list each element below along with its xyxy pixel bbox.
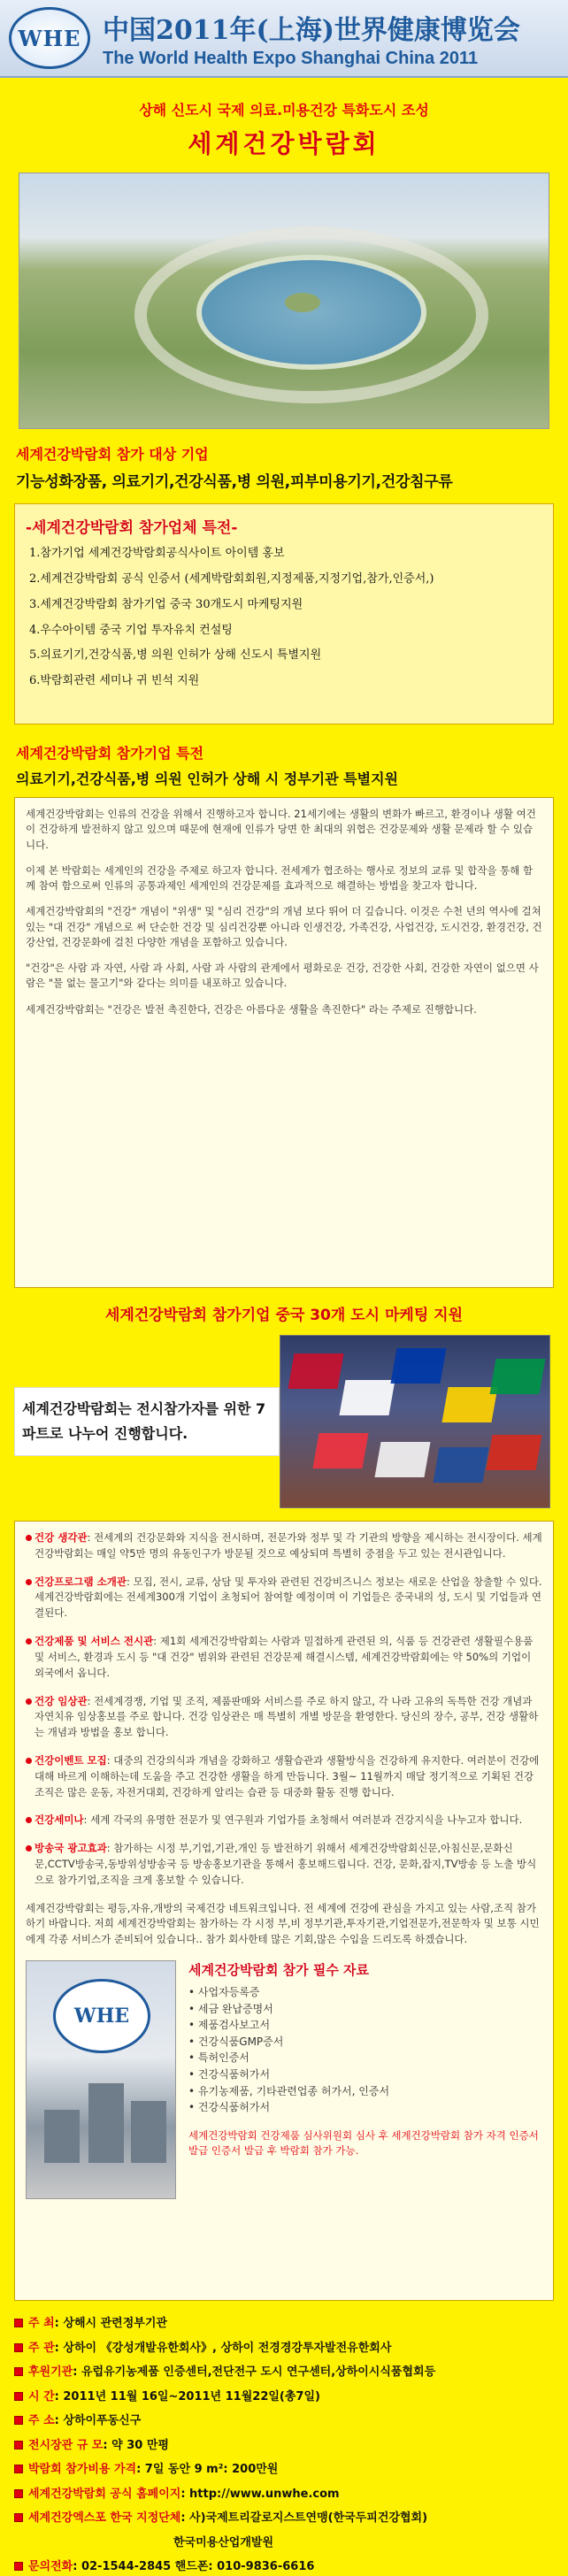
hero-subtitle: 상해 신도시 국제 의료.미용건강 특화도시 조성	[139, 102, 429, 119]
features-title: -세계건강박람회 참가업체 특전-	[26, 519, 238, 537]
whe-logo	[9, 7, 90, 69]
info-row	[14, 2340, 554, 2358]
info-row	[14, 2364, 554, 2381]
event-info-list	[14, 2315, 554, 2576]
logo-text: WHE	[18, 25, 81, 51]
section-text: : 전세계경쟁, 기업 및 조직, 제품판매와 서비스를 주로 하지 않고, 각 나라 고유의 독특한 건강 개념과 자연치유 임상홍보를 주로 합니다. 건강 임상관은 매 특별히 개별 방문을 환영한다. 당신의 장수, 공부, 건강 생활하는 개념과 방법을 홍보 합니다.	[35, 1694, 539, 1739]
banner-titles	[103, 8, 520, 69]
closing-text: 세계건강박람회는 평등,자유,개방의 국제건강 네트워크입니다. 전 세계에 건강에 관심을 가지고 있는 사람,조직 참가하기 바랍니다. 저희 세계건강박람회는 참가하는 각 시정 부,비 정부기관,투자기관,기업전문가,전문학자 및 보통 시민에게 각종 서비스가 준비되어 있습니다.. 참가 회사한테 많은 기회,많은 수입을 드리도록 하겠습니다.	[26, 1901, 540, 1946]
section-text: : 제1회 세계건강박람회는 사람과 밀접하게 관련된 의, 식품 등 건강관련 생활필수용품 및 서비스, 환경과 도시 등 "대 건강" 범위와 관련된 건강문제 해결시스템, 세계건강박람회에는 약 50%의 기업이 외국에서 옵니다.	[35, 1635, 533, 1679]
info-row	[14, 2315, 554, 2333]
section-text: : 세계 각국의 유명한 전문가 및 연구원과 기업가를 초청해서 여러분과 건강지식을 나누고자 합니다.	[83, 1813, 523, 1827]
square-bullet-icon	[14, 2367, 23, 2376]
requirement-item: • 건강식품허가서	[188, 2066, 542, 2083]
info-label: 후원기관	[28, 2365, 73, 2379]
building-shape	[131, 2101, 166, 2163]
info-row	[14, 2412, 554, 2430]
building-shape	[88, 2083, 124, 2163]
flag-shape	[489, 1359, 545, 1394]
feature-item: 2.세계건강박람회 공식 인증서 (세계박람회회원,지정제품,지정기업,참가,인증서,)	[29, 571, 434, 586]
section-key: 건강프로그램 소개관	[35, 1575, 127, 1588]
info-value: : 상하이푸동신구	[54, 2414, 142, 2427]
info-value: : 7일 동안 9 m²: 200만원	[136, 2463, 279, 2476]
info-row	[14, 2461, 554, 2479]
flag-shape	[288, 1353, 343, 1389]
requirement-item: • 세금 완납증명서	[188, 2001, 542, 2018]
square-bullet-icon	[14, 2465, 23, 2473]
square-bullet-icon	[14, 2562, 23, 2571]
square-bullet-icon	[14, 2319, 23, 2327]
info-value: 한국미용산업개발원	[173, 2535, 274, 2549]
info-label: 문의전화	[28, 2560, 73, 2573]
perks-line: 의료기기,건강식품,병 의원 인허가 상해 시 정부기관 특별지원	[16, 770, 398, 787]
bullet-dot-icon	[26, 1535, 32, 1541]
requirement-item: • 건강식품GMP증서	[188, 2034, 542, 2051]
intro-paragraph: 세계건강박람회는 "건강은 발전 촉진한다, 건강은 아름다운 생활을 촉진한다" 라는 주제로 진행합니다.	[26, 1002, 477, 1016]
intro-paragraph: 세계건강박람회는 인류의 건강을 위해서 진행하고자 합니다. 21세기에는 생활의 변화가 빠르고, 환경이나 생활 여건이 건강하게 발전하지 않고 있으며 때문에 현재에 인류가 당면 한 최대의 위협은 건강문제와 생활 문제라 할 수 있습니다.	[26, 808, 536, 851]
section-text: : 참가하는 시정 부,기업,기관,개인 등 발전하기 위해서 세계건강박람회신문,아침신문,문화신문,CCTV방송국,동방위성방송국 등 방송홍보기관을 통해서 홍보해드립니다. 건강, 문화,잡지,TV방송 등 노출 방식으로 참가기업,조직을 크게 홍보할 수 있습니다.	[35, 1842, 537, 1886]
bullet-dot-icon	[26, 1579, 32, 1585]
requirements-title: 세계건강박람회 참가 필수 자료	[188, 1962, 370, 1979]
section-item	[26, 1634, 542, 1681]
flag-shape	[486, 1435, 541, 1470]
section-item	[26, 1575, 542, 1622]
perks-heading: 세계건강박람회 참가기업 특전	[16, 745, 204, 762]
building-shape	[44, 2110, 80, 2163]
info-label: 주 최	[28, 2317, 55, 2330]
banner-title-cn: 中国2011年(上海)世界健康博览会	[103, 14, 520, 46]
square-bullet-icon	[14, 2489, 23, 2498]
flag-shape	[433, 1447, 488, 1483]
info-row	[14, 2510, 554, 2527]
flag-shape	[339, 1380, 395, 1415]
section-item	[26, 1841, 542, 1888]
features-box	[14, 503, 554, 724]
info-label: 박람회 참가비용 가격	[28, 2463, 137, 2476]
section-text: : 모집, 전시, 교류, 상담 및 투자와 관련된 건강비즈니스 정보는 새로운 산업을 창출할 수 있다. 세계건강박람회에는 전세계300개 기업이 초청되어 참여할 예정이며 이 기업들은 중국내의 성, 도시 및 기업들과 연결된다.	[35, 1575, 542, 1620]
info-label: 주 소	[28, 2414, 55, 2427]
info-row	[14, 2388, 554, 2406]
requirements	[188, 1960, 542, 2199]
square-bullet-icon	[14, 2392, 23, 2401]
info-row	[14, 2534, 554, 2552]
square-bullet-icon	[14, 2343, 23, 2352]
contact-phone: : 02-1544-2845 핸드폰: 010-9836-6616	[73, 2560, 315, 2573]
bullet-dot-icon	[26, 1758, 32, 1764]
requirements-note: 세계건강박람회 건강제품 심사위원회 심사 후 세계건강박람회 참가 자격 인증서 발급 인증서 발급 후 박람회 참가 가능.	[188, 2128, 539, 2158]
requirement-item: • 유기농제품, 기타관련업종 허가서, 인증서	[188, 2083, 542, 2100]
aerial-lake	[196, 255, 426, 370]
homepage-link[interactable]: : http://www.unwhe.com	[180, 2487, 340, 2501]
bullet-dot-icon	[26, 1698, 32, 1705]
info-label: 전시장관 규 모	[28, 2438, 104, 2452]
requirement-item: • 제품검사보고서	[188, 2017, 542, 2034]
aerial-islet	[285, 293, 320, 312]
section-item	[26, 1813, 542, 1828]
info-value: : 약 30 만평	[103, 2438, 169, 2452]
info-value: : 사)국제트리갈로지스트연맹(한국두피건강협회)	[180, 2511, 428, 2525]
info-row	[14, 2437, 554, 2455]
feature-item: 6.박람회관련 세미나 귀 빈석 지원	[29, 674, 200, 688]
info-row	[14, 2486, 554, 2503]
features-list	[26, 546, 542, 690]
square-bullet-icon	[14, 2513, 23, 2522]
header-banner	[0, 0, 568, 78]
section-key: 건강세미나	[35, 1813, 84, 1827]
marketing-split	[14, 1335, 554, 1508]
targets-heading: 세계건강박람회 참가 대상 기업	[16, 446, 209, 463]
feature-item: 4.우수아이템 중국 기업 투자유치 컨설팅	[29, 623, 233, 637]
section-key: 건강제품 및 서비스 전시관	[35, 1635, 154, 1648]
flags-photo	[280, 1335, 550, 1508]
section-key: 방송국 광고효과	[35, 1842, 107, 1855]
hero-title: 세계건강박람회	[188, 129, 380, 158]
requirement-item: • 건강식품허가서	[188, 2099, 542, 2116]
flag-shape	[312, 1433, 368, 1468]
bullet-dot-icon	[26, 1817, 32, 1823]
bullet-dot-icon	[26, 1845, 32, 1852]
bullet-dot-icon	[26, 1638, 32, 1644]
info-value: : 2011년 11월 16일~2011년 11월22일(총7일)	[54, 2389, 320, 2404]
requirements-list	[188, 1984, 542, 2116]
intro-paragraph: 이제 본 박람회는 세계인의 건강을 주제로 하고자 합니다. 전세계가 협조하는 행사로 정보의 교류 및 합작을 통해 함께 참여 함으로써 인류의 공통과제인 세계인의 건강문제를 효과적으로 해결하는 방법을 찾고자 합니다.	[26, 863, 533, 892]
marketing-heading: 세계건강박람회 참가기업 중국 30개 도시 마케팅 지원	[104, 1307, 464, 1324]
info-label: 세계건강박람회 공식 홈페이지	[28, 2487, 181, 2501]
requirements-row	[26, 1960, 542, 2199]
info-value: : 유럽유기농제품 인증센터,전단전구 도시 연구센터,상하이시식품협회등	[73, 2365, 436, 2379]
aerial-city-image	[19, 172, 549, 429]
venue-photo	[26, 1960, 176, 2199]
section-key: 건강 임상관	[35, 1694, 88, 1707]
targets-line: 기능성화장품, 의료기기,건강식품,병 의원,피부미용기기,건강침구류	[16, 473, 453, 491]
feature-item: 5.의료기기,건강식품,병 의원 인허가 상해 신도시 특별지원	[29, 648, 322, 663]
info-row	[14, 2558, 554, 2576]
intro-paragraph: 세계건강박람회의 "건강" 개념이 "위생" 및 "심리 건강"의 개념 보다 뛰어 더 깊습니다. 이것은 수천 년의 역사에 걸쳐있는 "대 건강" 개념으로 써 단순한 건강 및 심리건강뿐 아니라 인생건강, 가족건강, 사업건강, 도시건강, 환경건강, 건강산업, 건강문화에 걸친 다양한 개념을 포함하고 있습니다.	[26, 905, 542, 948]
intro-box	[14, 797, 554, 1288]
intro-paragraph: "건강"은 사람 과 자연, 사람 과 사회, 사람 과 사람의 관계에서 평화로운 건강, 건강한 사회, 건강한 자연이 없으면 사람은 "물 없는 물고기"와 같다는 의미를 내포하고 있습니다.	[26, 962, 539, 990]
section-key: 건강이벤트 모집	[35, 1753, 107, 1767]
callout-wrap	[14, 1335, 280, 1508]
requirement-item: • 사업자등록증	[188, 1984, 542, 2001]
section-text: : 대중의 건강의식과 개념을 강화하고 생활습관과 생활방식을 건강하게 유지한다. 여러분이 건강에 대해 바르게 이해하는데 도움을 주고 건강한 생활을 하게 만듭니다. 3월~ 11월까지 매달 정기적으로 기획된 건강 조직은 많은 운동, 자전거대회, 건강하게 알리는 습관 등 대중화 활동 진행 합니다.	[35, 1753, 540, 1798]
section-item	[26, 1694, 542, 1741]
feature-item: 3.세계건강박람회 참가기업 중국 30개도시 마케팅지원	[29, 597, 303, 611]
banner-title-en: The World Health Expo Shanghai China 2011	[103, 48, 479, 68]
info-label: 시 간	[28, 2389, 55, 2404]
info-label: 주 관	[28, 2341, 55, 2355]
info-label: 세계건강엑스포 한국 지정단체	[28, 2511, 181, 2525]
section-item	[26, 1530, 542, 1562]
section-key: 건강 생각관	[35, 1531, 88, 1544]
info-value: : 상해시 관련정부기관	[54, 2317, 167, 2330]
feature-item: 1.참가기업 세계건강박람회공식사이트 아이템 홍보	[29, 547, 285, 560]
info-value: : 상하이 《강성개발유한회사》, 상하이 전경경강투자발전유한회사	[54, 2341, 392, 2355]
section-text: : 전세계의 건강문화와 지식을 전시하며, 전문가와 정부 및 각 기관의 방향을 제시하는 전시장이다. 세계건강박람회는 매일 약5만 명의 유동인구가 방문될 것으로 예상되며 특별히 중점을 두고 있는 전시관입니다.	[35, 1531, 542, 1560]
section-item	[26, 1753, 542, 1800]
square-bullet-icon	[14, 2416, 23, 2425]
sections-box	[14, 1521, 554, 2301]
square-bullet-icon	[14, 2441, 23, 2450]
flag-shape	[390, 1348, 446, 1384]
whe-logo-small: WHE	[53, 1979, 150, 2053]
callout-text: 세계건강박람회는 전시참가자를 위한 7파트로 나누어 진행합니다.	[14, 1387, 280, 1456]
requirement-item: • 특허인증서	[188, 2050, 542, 2066]
flag-shape	[374, 1442, 430, 1477]
